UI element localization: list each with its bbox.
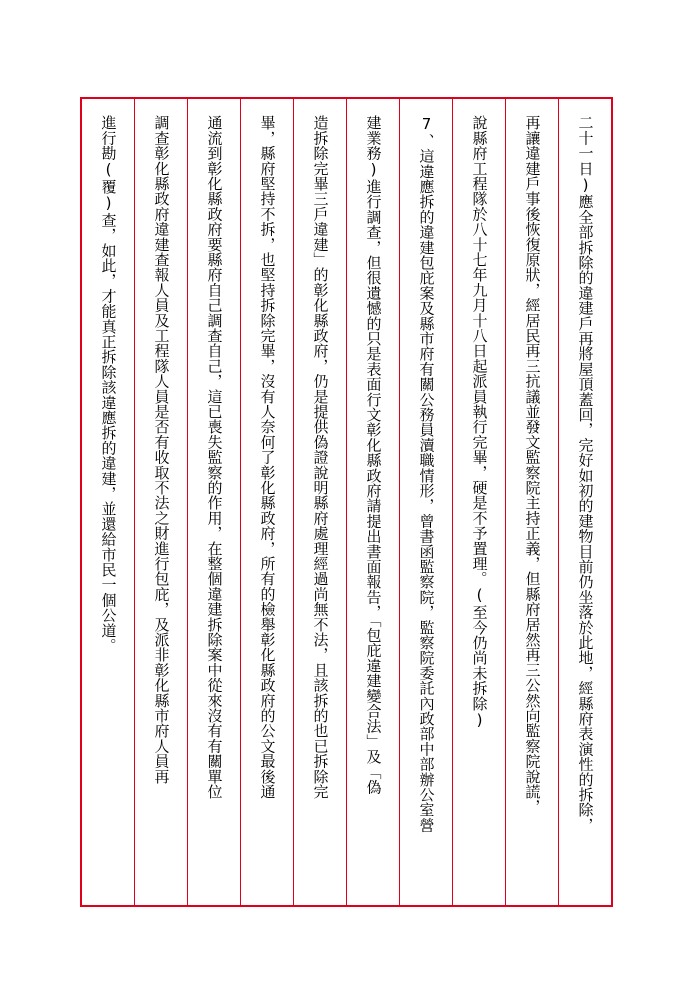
text-column bbox=[399, 99, 452, 905]
column-text: 說縣府工程隊於八十七年九月十八日起派員執行完畢，硬是不予置理。(至今仍尚未拆除) bbox=[470, 115, 489, 729]
column-text: 畢，縣府堅持不拆，也堅持拆除完畢，沒有人奈何了彰化縣政府，所有的檢舉彰化縣政府的公文最後通 bbox=[258, 115, 277, 799]
column-text: 建業務)進行調查，但很遺憾的只是表面行文彰化縣政府請提出書面報告，「包庇違建變合法」及「偽 bbox=[364, 115, 383, 795]
text-column bbox=[558, 99, 611, 905]
column-text: 調查彰化縣政府違建查報人員及工程隊人員是否有收取不法之財進行包庇，及派非彰化縣市府人員再 bbox=[152, 115, 171, 784]
column-text: 造拆除完畢三戶違建」的彰化縣政府，仍是提供偽證說明縣府處理經過尚無不法，且該拆的也已拆除完 bbox=[311, 115, 330, 799]
text-column bbox=[452, 99, 505, 905]
column-text: 再讓違建戶事後恢復原狀，經居民再三抗議並發文監察院主持正義，但縣府居然再三公然向監察院說謊， bbox=[523, 115, 542, 815]
text-column bbox=[134, 99, 187, 905]
text-column bbox=[293, 99, 346, 905]
page-frame bbox=[80, 97, 613, 907]
column-text: 進行勘(覆)查，如此，才能真正拆除該違應拆的違建，並還給市民一個公道。 bbox=[99, 115, 118, 653]
text-column bbox=[82, 99, 134, 905]
column-text: 通流到彰化縣政府要縣府自己調查自己，這已喪失監察的作用，在整個違建拆除案中從來沒有有關單位 bbox=[205, 115, 224, 799]
column-text: 二十一日)應全部拆除的違建戶再將屋頂蓋回，完好如初的建物目前仍坐落於此地，經縣府表演性的拆除， bbox=[576, 115, 595, 833]
text-column bbox=[346, 99, 399, 905]
text-column bbox=[187, 99, 240, 905]
text-column bbox=[505, 99, 558, 905]
text-column bbox=[240, 99, 293, 905]
column-text: 7、這違應拆的違建包庇案及縣市府有關公務員瀆職情形，曾書函監察院，監察院委託內政部中部辦公室營 bbox=[417, 115, 436, 833]
